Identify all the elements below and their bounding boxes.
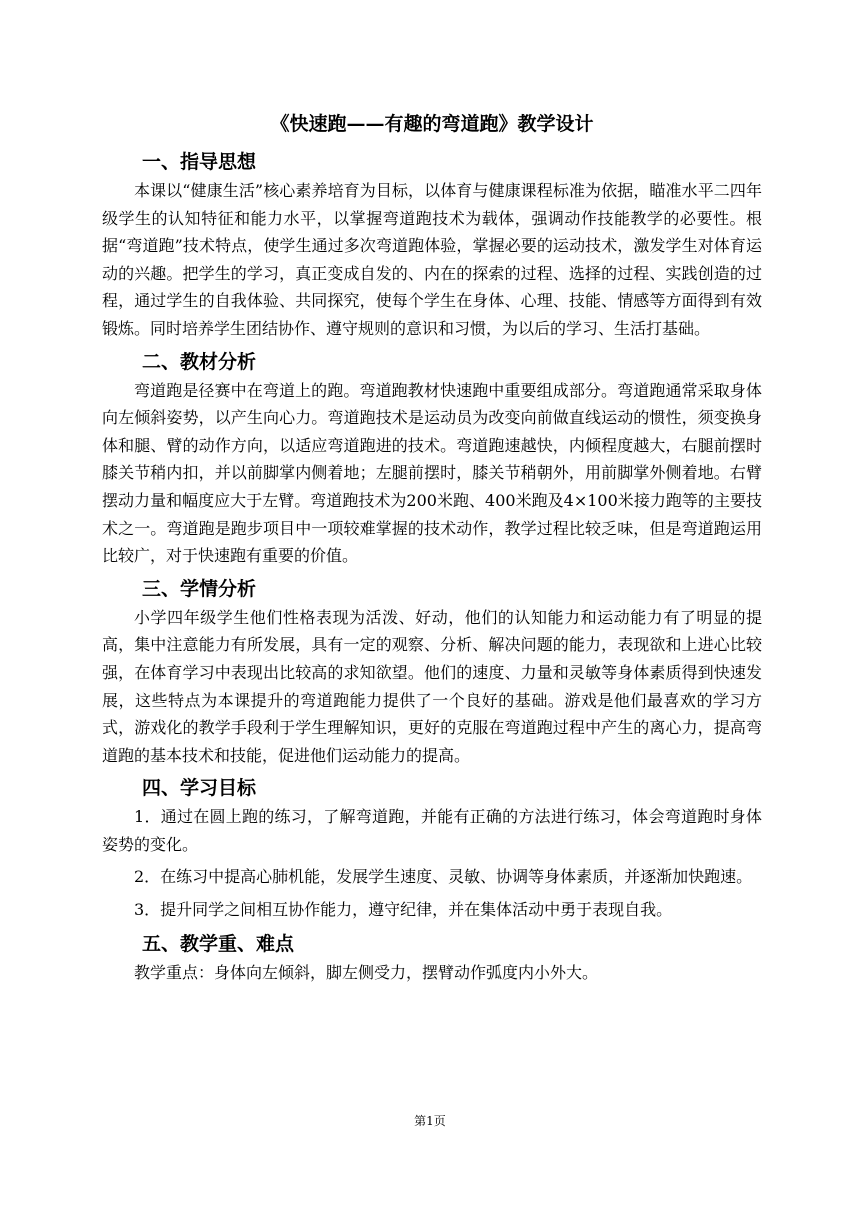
section-paragraph: 本课以“健康生活”核心素养培育为目标，以体育与健康课程标准为依据，瞄准水平二四年级学生的认知特征和能力水平，以掌握弯道跑技术为载体，强调动作技能教学的必要性。根据“弯道跑”技术特点，使学生通过多次弯道跑体验，掌握必要的运动技术，激发学生对体育运动的兴趣。把学生的学习，真正变成自发的、内在的探索的过程、选择的过程、实践创造的过程，通过学生的自我体验、共同探究，使每个学生在身体、心理、技能、情感等方面得到有效锻炼。同时培养学生团结协作、遵守规则的意识和习惯，为以后的学习、生活打基础。 xyxy=(102,181,762,338)
section-paragraph: 小学四年级学生他们性格表现为活泼、好动，他们的认知能力和运动能力有了明显的提高，集中注意能力有所发展，具有一定的观察、分析、解决问题的能力，表现欲和上进心比较强，在体育学习中表现出比较高的求知欲望。他们的速度、力量和灵敏等身体素质得到快速发展，这些特点为本课提升的弯道跑能力提供了一个良好的基础。游戏是他们最喜欢的学习方式，游戏化的教学手段利于学生理解知识，更好的克服在弯道跑过程中产生的离心力，提高弯道跑的基本技术和技能，促进他们运动能力的提高。 xyxy=(102,607,762,765)
section-material-analysis xyxy=(102,347,762,570)
objective-item: 2．在练习中提高心肺机能，发展学生速度、灵敏、协调等身体素质，并逐渐加快跑速。 xyxy=(134,867,753,887)
section-key-difficult-points xyxy=(102,929,762,987)
section-heading: 一、指导思想 xyxy=(142,151,257,173)
section-heading: 三、学情分析 xyxy=(142,577,257,600)
section-heading: 五、教学重、难点 xyxy=(142,932,295,955)
section-guiding-ideology xyxy=(102,147,762,343)
section-heading: 二、教材分析 xyxy=(142,350,257,373)
section-paragraph: 弯道跑是径赛中在弯道上的跑。弯道跑教材快速跑中重要组成部分。弯道跑通常采取身体向左倾斜姿势，以产生向心力。弯道跑技术是运动员为改变向前做直线运动的惯性，须变换身体和腿、臂的动作方向，以适应弯道跑进的技术。弯道跑速越快，内倾程度越大，右腿前摆时膝关节稍内扣，并以前脚掌内侧着地；左腿前摆时，膝关节稍朝外，用前脚掌外侧着地。右臂摆动力量和幅度应大于左臂。弯道跑技术为200米跑、400米跑及4×100米接力跑等的主要技术之一。弯道跑是跑步项目中一项较难掌握的技术动作，教学过程比较乏味，但是弯道跑运用比较广，对于快速跑有重要的价值。 xyxy=(102,380,762,566)
page-number: 第1页 xyxy=(414,1114,446,1128)
document-body xyxy=(102,111,762,990)
section-paragraph: 教学重点：身体向左倾斜，脚左侧受力，摆臂动作弧度内小外大。 xyxy=(134,962,599,982)
section-student-analysis xyxy=(102,574,762,770)
objective-item: 1．通过在圆上跑的练习，了解弯道跑，并能有正确的方法进行练习，体会弯道跑时身体姿势的变化。 xyxy=(102,807,762,854)
document-title: 《快速跑——有趣的弯道跑》教学设计 xyxy=(270,113,594,135)
section-learning-objectives xyxy=(102,773,762,923)
objective-item: 3．提升同学之间相互协作能力，遵守纪律，并在集体活动中勇于表现自我。 xyxy=(134,900,673,920)
section-heading: 四、学习目标 xyxy=(142,777,257,800)
